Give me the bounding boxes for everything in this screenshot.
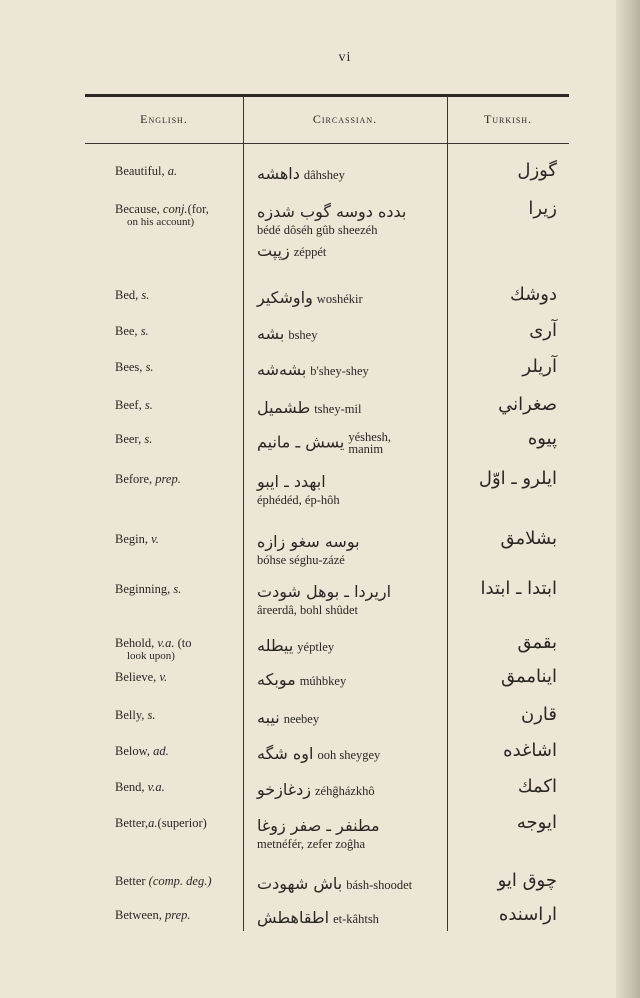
turkish-term: ابتدا ـ ابتدا [480, 578, 557, 599]
turkish-term: ايناممق [501, 666, 557, 687]
circassian-term: طشميل tshey-mil [257, 398, 362, 417]
column-header-circassian: Circassian. [312, 112, 378, 126]
turkish-term: آريلر [522, 356, 557, 377]
circassian-term: يسش ـ مانيم yéshesh, manim [257, 430, 392, 456]
turkish-term: زيرا [528, 198, 557, 219]
english-term: Between, prep. [115, 908, 191, 922]
circassian-term: موبكه múhbkey [257, 670, 347, 689]
english-term: Believe, v. [115, 670, 168, 684]
english-term: Because, conj.(for, on his account) [115, 202, 209, 228]
turkish-term: قارن [521, 704, 557, 725]
column-header-turkish: Turkish. [483, 112, 533, 126]
english-term: Before, prep. [115, 472, 181, 486]
circassian-term: بشه bshey [257, 324, 318, 343]
circassian-term: بوسه سغو زازه bóhse séghu-zázé [257, 532, 360, 567]
circassian-term: ابهدد ـ ايبو éphédéd, ép-hôh [257, 472, 340, 507]
english-term: Beginning, s. [115, 582, 182, 596]
turkish-term: اكمك [517, 776, 557, 797]
english-term: Bend, v.a. [115, 780, 165, 794]
english-term: Better,a.(superior) [115, 816, 207, 830]
english-term: Begin, v. [115, 532, 159, 546]
circassian-term: زدغازخو zéhĝházkhô [257, 780, 375, 799]
english-term: Beer, s. [115, 432, 153, 446]
turkish-term: دوشك [510, 284, 557, 305]
english-term: Better (comp. deg.) [115, 874, 212, 888]
turkish-term: اشاغده [503, 740, 557, 761]
turkish-term: پيوه [527, 428, 557, 449]
english-term: Behold, v.a. (to look upon) [115, 636, 192, 662]
turkish-term: ايوجه [516, 812, 557, 833]
circassian-term: نيبه neebey [257, 708, 320, 727]
english-term: Below, ad. [115, 744, 169, 758]
english-term: Bed, s. [115, 288, 150, 302]
english-term: Beef, s. [115, 398, 153, 412]
circassian-term: اطقاهطش et-kâhtsh [257, 908, 379, 927]
circassian-term: ييطله yéptley [257, 636, 335, 655]
header-rule [85, 143, 569, 144]
turkish-term: بشلامق [500, 528, 557, 549]
turkish-term: آرى [529, 320, 557, 341]
circassian-term: اوه شگه ooh sheygey [257, 744, 381, 763]
column-header-english: English. [140, 112, 188, 126]
turkish-term: صغراني [498, 394, 557, 415]
circassian-term: واوشكير woshékir [257, 288, 363, 307]
circassian-term: اريردا ـ بوهل شودت âreerdâ, bohl shûdet [257, 582, 392, 617]
turkish-term: بقمق [517, 632, 557, 653]
english-term: Belly, s. [115, 708, 156, 722]
circassian-term: باش شهودت básh-shoodet [257, 874, 413, 893]
page-edge [616, 0, 640, 998]
turkish-term: چوق ايو [497, 870, 557, 891]
english-term: Beautiful, a. [115, 164, 178, 178]
english-term: Bees, s. [115, 360, 154, 374]
circassian-term: بشه‌شه b'shey-shey [257, 360, 369, 379]
turkish-term: اراسنده [498, 904, 557, 925]
english-term: Bee, s. [115, 324, 149, 338]
table-top-rule [85, 94, 569, 97]
turkish-term: گوزل [517, 160, 557, 181]
page-number: vi [338, 50, 352, 65]
turkish-term: ايلرو ـ اوّل [478, 468, 557, 489]
circassian-term: داهشه dâhshey [257, 164, 345, 183]
circassian-term: بدده دوسه گوب شدزه bédé dôséh gûb sheezéh زپپت zéppét [257, 202, 407, 260]
circassian-term: مطنفر ـ صفر زوغا metnéfér, zefer zoĝha [257, 816, 380, 851]
